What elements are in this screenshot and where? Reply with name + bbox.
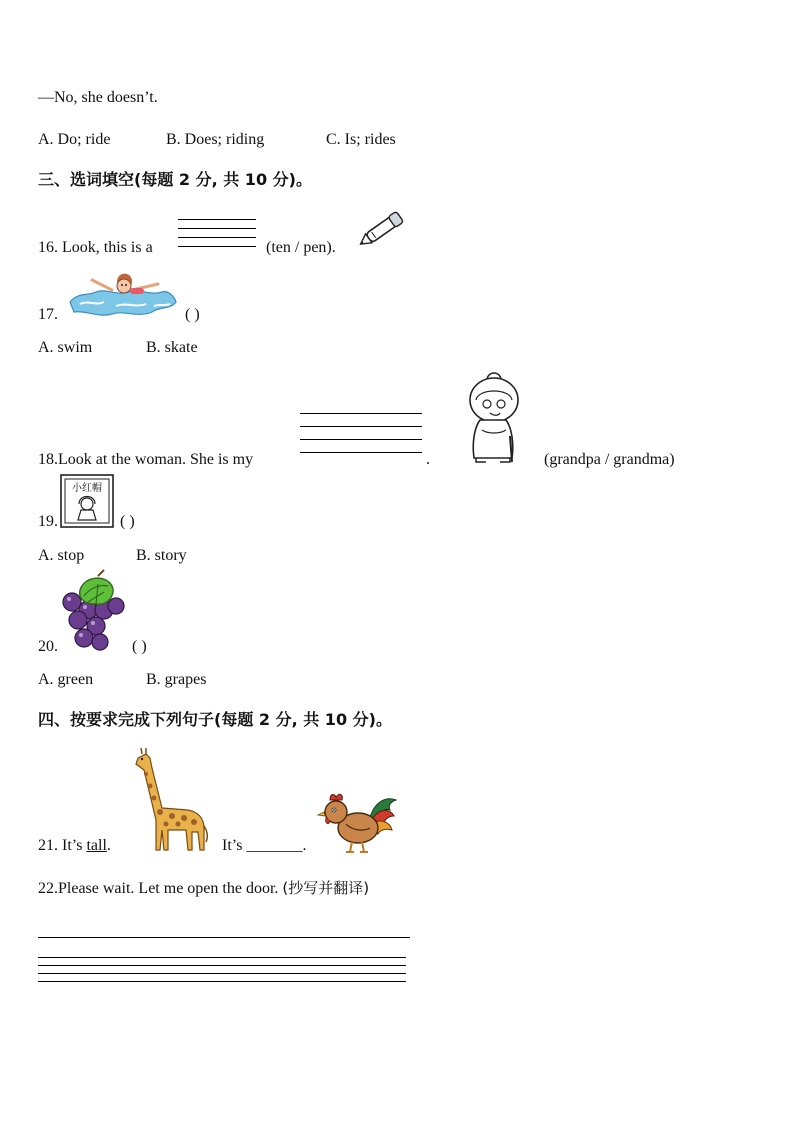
q18-choices: (grandpa / grandma) [544, 451, 675, 468]
q17-option-a: A. swim [38, 339, 93, 356]
q21-prefix [38, 836, 111, 856]
pen-icon [356, 208, 410, 250]
q15-option-b: B. Does; riding [166, 131, 265, 148]
q21-answer-blank[interactable]: _______ [246, 837, 303, 854]
giraffe-icon [128, 748, 212, 852]
q20-number: 20. [38, 638, 58, 655]
q22-translation-line[interactable] [38, 937, 410, 938]
q16-prefix: 16. Look, this is a [38, 239, 153, 256]
q17-answer-bracket[interactable]: ( ) [185, 306, 200, 323]
q19-answer-bracket[interactable]: ( ) [120, 513, 135, 530]
q21-lead: 21. It’s [38, 837, 83, 854]
q20-option-b: B. grapes [146, 671, 207, 688]
q21-end: . [302, 837, 307, 854]
q22-instruction: (抄写并翻译) [282, 879, 370, 897]
q19-number: 19. [38, 513, 58, 530]
q17-number: 17. [38, 306, 58, 323]
q17-option-b: B. skate [146, 339, 198, 356]
section-4-title: 四、按要求完成下列句子(每题 2 分, 共 10 分)。 [38, 710, 392, 729]
q21-example-word: tall [86, 837, 107, 854]
rooster-icon [318, 788, 398, 854]
q15-option-a: A. Do; ride [38, 131, 111, 148]
storybook-title: 小红帽 [72, 483, 102, 494]
q18-writing-lines[interactable] [300, 413, 422, 455]
section-3-title: 三、选词填空(每题 2 分, 共 10 分)。 [38, 170, 312, 189]
grapes-icon [58, 574, 126, 654]
q21-second-lead: It’s [222, 837, 243, 854]
grandma-icon [454, 370, 530, 466]
q22-prompt [38, 878, 369, 899]
q22-sentence: 22.Please wait. Let me open the door. [38, 880, 279, 897]
q15-option-c: C. Is; rides [326, 131, 396, 148]
swimming-girl-icon [66, 266, 178, 318]
q21-dot: . [106, 837, 111, 854]
q16-choices: (ten / pen). [266, 239, 336, 256]
q16-writing-lines[interactable] [178, 219, 256, 249]
q20-option-a: A. green [38, 671, 94, 688]
q20-answer-bracket[interactable]: ( ) [132, 638, 147, 655]
q15-answer-line: —No, she doesn’t. [38, 89, 158, 106]
q18-period: . [426, 451, 430, 468]
q19-option-b: B. story [136, 547, 187, 564]
q21-second-sentence [222, 836, 306, 856]
q19-option-a: A. stop [38, 547, 85, 564]
storybook-icon [60, 474, 114, 528]
q22-copy-writing-lines[interactable] [38, 957, 406, 983]
q18-prefix: 18.Look at the woman. She is my [38, 451, 254, 468]
